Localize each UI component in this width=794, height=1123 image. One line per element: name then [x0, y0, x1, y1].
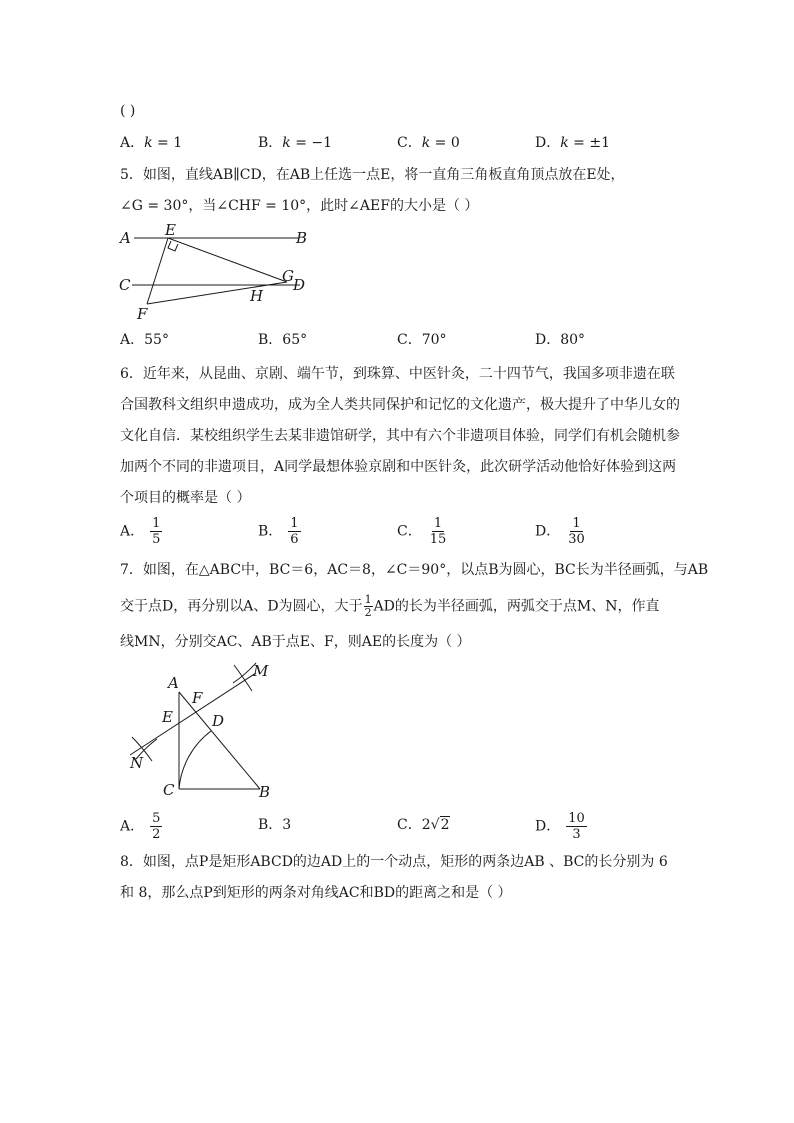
option-letter: B． — [258, 135, 283, 151]
option-value: = 1 — [152, 135, 183, 151]
segment-eg — [168, 238, 287, 282]
option-value: 65° — [282, 332, 308, 348]
fraction-numerator: 1 — [290, 516, 299, 531]
option-fraction — [428, 516, 449, 547]
label-f: F — [137, 305, 148, 323]
option-fraction — [566, 811, 587, 842]
q6-stem-line1: 6．近年来，从昆曲、京剧、端午节，到珠算、中医针灸，二十四节气，我国多项非遗在联 — [120, 366, 675, 382]
q7-option-b[interactable] — [258, 815, 291, 835]
q8-stem-line2: 和 8，那么点P到矩形的两条对角线AC和BD的距离之和是（ ） — [120, 885, 512, 901]
option-letter: A． — [120, 818, 145, 835]
option-fraction — [150, 516, 162, 547]
q7-option-a[interactable] — [120, 811, 162, 842]
q4-option-a[interactable] — [120, 133, 182, 153]
q5-option-b[interactable] — [258, 330, 307, 350]
option-value: 55° — [144, 332, 169, 348]
label-c: C — [163, 781, 175, 799]
option-letter: A． — [120, 135, 145, 151]
q7-option-d[interactable] — [535, 811, 587, 842]
fraction-numerator: 10 — [568, 811, 585, 826]
q7-option-c[interactable] — [397, 815, 450, 835]
half-fraction — [364, 594, 373, 619]
label-c: C — [119, 276, 131, 294]
fraction-denominator: 3 — [572, 827, 581, 842]
sqrt-radicand: 2 — [440, 817, 450, 833]
label-n: N — [130, 754, 144, 772]
option-value: = −1 — [290, 135, 333, 151]
option-var: k — [144, 135, 153, 151]
option-coefficient: 2 — [421, 817, 431, 833]
option-var: k — [282, 135, 291, 151]
q5-figure — [110, 220, 320, 325]
fraction-denominator: 6 — [290, 532, 299, 547]
option-value: = 0 — [430, 135, 460, 151]
option-value: 80° — [560, 332, 586, 348]
q7-figure — [110, 655, 290, 805]
right-angle-mark — [168, 241, 178, 251]
label-b: B — [259, 783, 271, 801]
q7-stem-line1: 7．如图，在△ABC中，BC＝6，AC＝8，∠C＝90°，以点B为圆心，BC长为半径画弧，与AB — [120, 562, 709, 578]
fraction-denominator: 30 — [568, 532, 585, 547]
q7-line2-part1: 交于点D，再分别以A、D为圆心，大于 — [120, 598, 363, 615]
label-b: B — [296, 229, 308, 247]
q6-stem-line5: 个项目的概率是（ ） — [120, 490, 251, 506]
label-d: D — [212, 712, 225, 730]
option-value: 70° — [421, 332, 447, 348]
segment-ef — [147, 238, 168, 304]
line-mn — [130, 673, 256, 755]
option-fraction — [566, 516, 587, 547]
fraction-numerator: 1 — [433, 516, 443, 531]
fraction-denominator: 2 — [364, 606, 372, 619]
q5-option-d[interactable] — [535, 330, 585, 350]
q4-option-c[interactable] — [397, 133, 460, 153]
option-letter: C． — [397, 135, 422, 151]
q4-answer-paren: ( ) — [120, 103, 136, 119]
sqrt-sign: √ — [430, 817, 440, 833]
q4-option-d[interactable] — [535, 133, 610, 153]
option-letter: B． — [258, 817, 283, 833]
option-letter: B． — [258, 523, 283, 540]
label-m: M — [253, 662, 269, 680]
q6-option-c[interactable] — [397, 516, 448, 547]
q8-stem-line1: 8．如图，点P是矩形ABCD的边AD上的一个动点，矩形的两条边AB 、BC的长分别为 6 — [120, 854, 668, 870]
label-e: E — [165, 221, 176, 239]
fraction-numerator: 1 — [152, 516, 161, 531]
q6-stem-line3: 文化自信．某校组织学生去某非遗馆研学，其中有六个非遗项目体验，同学们有机会随机参 — [120, 428, 680, 444]
q5-stem-line1: 5．如图，直线AB∥CD，在AB上任选一点E，将一直角三角板直角顶点放在E处， — [120, 167, 625, 183]
option-letter: C． — [397, 332, 422, 348]
option-letter: D． — [535, 523, 561, 540]
q6-stem-line4: 加两个不同的非遗项目，A同学最想体验京剧和中医针灸，此次研学活动他恰好体验到这两 — [120, 459, 677, 475]
option-letter: C． — [397, 523, 422, 540]
option-fraction — [288, 516, 300, 547]
option-letter: C． — [397, 817, 422, 833]
label-e: E — [162, 708, 173, 726]
option-letter: B． — [258, 332, 283, 348]
label-g: G — [282, 267, 294, 285]
label-d: D — [293, 276, 306, 294]
q7-line2-part2: AD的长为半径画弧，两弧交于点M、N，作直 — [373, 598, 660, 615]
q5-stem-line2: ∠G = 30°，当∠CHF = 10°，此时∠AEF的大小是（ ） — [120, 198, 479, 214]
fraction-numerator: 5 — [152, 811, 161, 826]
q7-stem-line2 — [120, 594, 659, 619]
q7-stem-line3: 线MN，分别交AC、AB于点E、F，则AE的长度为（ ） — [120, 634, 471, 650]
label-a: A — [168, 674, 179, 692]
q6-option-b[interactable] — [258, 516, 301, 547]
q6-option-d[interactable] — [535, 516, 587, 547]
option-letter: D． — [535, 135, 561, 151]
q6-option-a[interactable] — [120, 516, 162, 547]
label-h: H — [250, 287, 264, 305]
label-f: F — [192, 689, 203, 707]
option-value: 3 — [282, 817, 292, 833]
q5-option-c[interactable] — [397, 330, 447, 350]
fraction-denominator: 15 — [429, 532, 447, 547]
option-var: k — [421, 135, 431, 151]
option-value: = ±1 — [568, 135, 610, 151]
fraction-denominator: 5 — [152, 532, 161, 547]
arc-cd — [179, 731, 211, 789]
q6-stem-line2: 合国教科文组织申遗成功，成为全人类共同保护和记忆的文化遗产，极大提升了中华儿女的 — [120, 397, 680, 413]
fraction-numerator: 1 — [364, 593, 372, 606]
fraction-numerator: 1 — [572, 516, 581, 531]
option-letter: A． — [120, 523, 145, 540]
label-a: A — [120, 229, 131, 247]
q4-option-b[interactable] — [258, 133, 332, 153]
option-var: k — [560, 135, 569, 151]
option-fraction — [150, 811, 162, 842]
q5-option-a[interactable] — [120, 330, 169, 350]
arc-mark-m1 — [234, 665, 252, 691]
fraction-denominator: 2 — [152, 827, 161, 842]
option-letter: D． — [535, 818, 561, 835]
option-letter: A． — [120, 332, 145, 348]
option-letter: D． — [535, 332, 561, 348]
